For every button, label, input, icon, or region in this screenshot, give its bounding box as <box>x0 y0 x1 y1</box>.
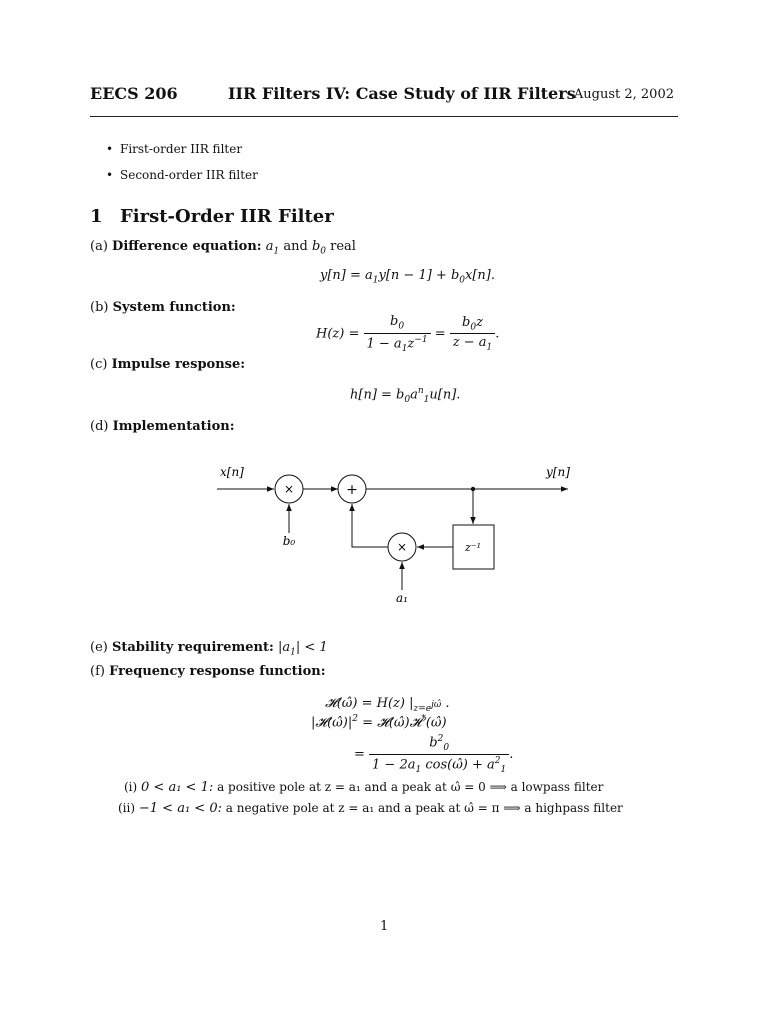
add-symbol: + <box>346 482 358 498</box>
item-d: (d) Implementation: <box>90 419 235 434</box>
freq-response-1: 𝓗(ω̂) = H(z) $|_{z=e^{j\omegâ}}$ . <box>325 696 450 714</box>
item-f: (f) Frequency response function: <box>90 664 326 679</box>
case-highpass: (ii) −1 < a₁ < 0: a negative pole at z = a₁ and a peak at ω̂ = π ⟹ a highpass filter <box>118 801 623 816</box>
section-heading: 1 First-Order IIR Filter <box>90 206 334 227</box>
branch-node <box>471 487 475 491</box>
delay-label: z⁻¹ <box>464 541 482 554</box>
impulse-response: $h[n] = b_0a^n_1u[n]$. <box>350 386 461 405</box>
page-title: IIR Filters IV: Case Study of IIR Filters <box>228 84 576 103</box>
mult-symbol: × <box>396 540 408 554</box>
bullet-item: • First-order IIR filter <box>106 142 243 156</box>
difference-equation: $y[n] = a_1y[n - 1] + b_0x[n]$. <box>320 268 496 286</box>
freq-response-2: $|𝓗(\omegâ)|^2$ = 𝓗(ω̂)𝓗*(ω̂) <box>311 714 447 731</box>
case-lowpass: (i) 0 < a₁ < 1: a positive pole at z = a₁ and a peak at ω̂ = 0 ⟹ a lowpass filter <box>124 780 604 795</box>
date: August 2, 2002 <box>573 87 674 102</box>
output-label: y[n] <box>546 465 570 479</box>
course-code: EECS 206 <box>90 84 178 103</box>
freq-response-3: = $\frac{b^2_0}{1 - 2a_1 \cos(\omegâ) + a^2_1}$ . <box>354 734 514 775</box>
item-e: (e) Stability requirement: $|a_1| < 1$ <box>90 640 328 658</box>
system-function: H(z) = $\frac{b_0}{1 - a_1z^{-1}}$ = $\frac{b_0z}{z - a_1}$ . <box>316 314 500 354</box>
b0-label: b₀ <box>282 534 296 548</box>
item-a: (a) Difference equation: $a_1$ and $b_0$ real <box>90 239 356 257</box>
a1-label: a₁ <box>396 591 408 605</box>
mult-symbol: × <box>283 482 295 496</box>
page-number: 1 <box>380 919 389 934</box>
bullet-item: • Second-order IIR filter <box>106 168 258 182</box>
item-b: (b) System function: <box>90 300 236 315</box>
input-label: x[n] <box>220 465 244 479</box>
feedback-arrow <box>352 504 388 547</box>
item-c: (c) Impulse response: <box>90 357 246 372</box>
